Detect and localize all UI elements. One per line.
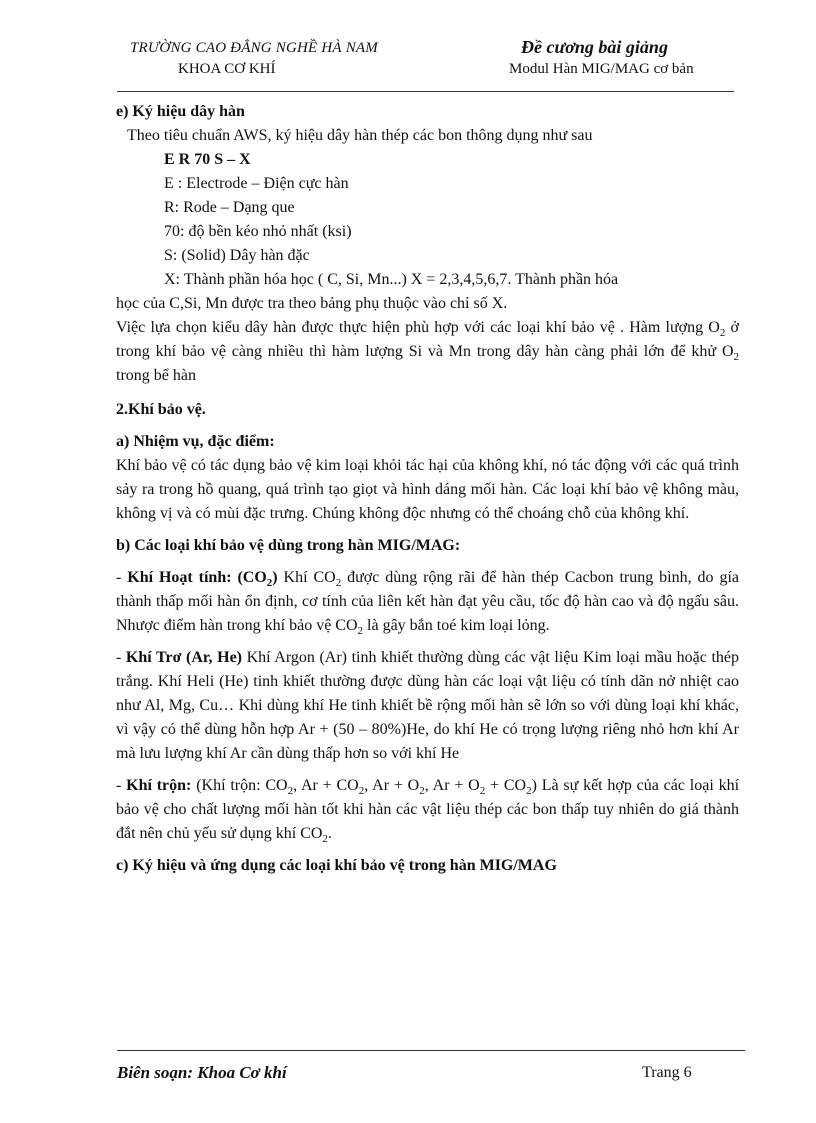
section-e-heading: e) Ký hiệu dây hàn xyxy=(116,103,245,120)
section-2a-heading: a) Nhiệm vụ, đặc điểm: xyxy=(116,433,275,450)
wire-code: E R 70 S – X xyxy=(164,151,251,168)
section-e-intro: Theo tiêu chuẩn AWS, ký hiệu dây hàn thép các bon thông dụng như sau xyxy=(127,127,593,144)
footer-author: Biên soạn: Khoa Cơ khí xyxy=(117,1063,287,1082)
code-item-x-cont: học của C,Si, Mn được tra theo bảng phụ thuộc vào chỉ số X. xyxy=(116,295,508,312)
active-gas-paragraph: - Khí Hoạt tính: $(CO_2)$ Khí $CO_2$ được dùng rộng rãi để hàn thép Cacbon trung bình, do gía thành thấp mối hàn ổn định, cơ tính của liên kết hàn đạt yêu cầu, tốc độ hàn cao và độ ngấu sâu. Nhược điểm hàn trong khí bảo vệ $CO_2$ là gây bắn toé kim loại lỏng. xyxy=(116,569,740,638)
section-2c-heading: c) Ký hiệu và ứng dụng các loại khí bảo vệ trong hàn MIG/MAG xyxy=(116,857,557,874)
section-2-heading: 2.Khí bảo vệ. xyxy=(116,401,206,418)
inert-gas-paragraph: - Khí Trơ (Ar, He) Khí Argon (Ar) tinh khiết thường dùng các vật liệu Kim loại mầu hoặc thép trắng. Khí Heli (He) tinh khiết thường được dùng hàn các loại vật liệu có tính dãn nở nhiệt cao như Al, Mg, Cu… Khi dùng khí He tinh khiết bề rộng mối hàn sẽ lớn so với dùng loại khí khác, vì vậy có thể dùng hỗn hợp Ar + (50 – 80%)He, do khí He có trọng lượng riêng nhỏ hơn khí Ar mà lưu lượng khí Ar cần dùng thấp hơn so với khí He xyxy=(116,649,740,762)
code-item: E : Electrode – Điện cực hàn xyxy=(164,175,349,192)
header-school: TRƯỜNG CAO ĐẲNG NGHỀ HÀ NAM xyxy=(130,40,378,56)
code-item: 70: độ bền kéo nhỏ nhất (ksi) xyxy=(164,223,352,240)
header-module: Modul Hàn MIG/MAG cơ bản xyxy=(509,61,694,77)
code-item: R: Rode – Dạng que xyxy=(164,199,295,216)
code-item-x: X: Thành phần hóa học ( C, Si, Mn...) X = 2,3,4,5,6,7. Thành phần hóa xyxy=(164,271,619,288)
footer-divider xyxy=(117,1050,745,1051)
wire-choice-paragraph: Việc lựa chọn kiểu dây hàn được thực hiện phù hợp với các loại khí bảo vệ . Hàm lượng $O_2$ ở trong khí bảo vệ càng nhiều thì hàm lượng Si và Mn trong dây hàn càng phải lớn để khử $O_2$ trong bể hàn xyxy=(116,319,740,384)
header-faculty: KHOA CƠ KHÍ xyxy=(178,61,276,77)
mixed-gas-paragraph: - Khí trộn: (Khí trộn: $CO_2$, $Ar + CO_2$, $Ar + O_2$, $Ar + O_2 + CO_2$) Là sự kết hợp của các loại khí bảo vệ cho chất lượng mối hàn tốt khi hàn các vật liệu thép các bon thấp tuy nhiên do giá thành đắt nên chủ yếu sử dụng khí $CO_2$. xyxy=(116,777,740,846)
code-item: S: (Solid) Dây hàn đặc xyxy=(164,247,310,264)
section-2b-heading: b) Các loại khí bảo vệ dùng trong hàn MIG/MAG: xyxy=(116,537,461,554)
section-2a-text: Khí bảo vệ có tác dụng bảo vệ kim loại khỏi tác hại của không khí, nó tác động với các quá trình sảy ra trong hồ quang, quá trình tạo giọt và hình dáng mối hàn. Các loại khí bảo vệ không màu, không vị và có mùi đặc trưng. Chúng không độc nhưng có thể choáng chỗ của không khí. xyxy=(116,457,739,522)
page-content xyxy=(116,100,739,878)
page-number: Trang 6 xyxy=(642,1064,692,1081)
header-doc-title: Đề cương bài giảng xyxy=(521,37,668,57)
header-divider xyxy=(117,91,734,92)
